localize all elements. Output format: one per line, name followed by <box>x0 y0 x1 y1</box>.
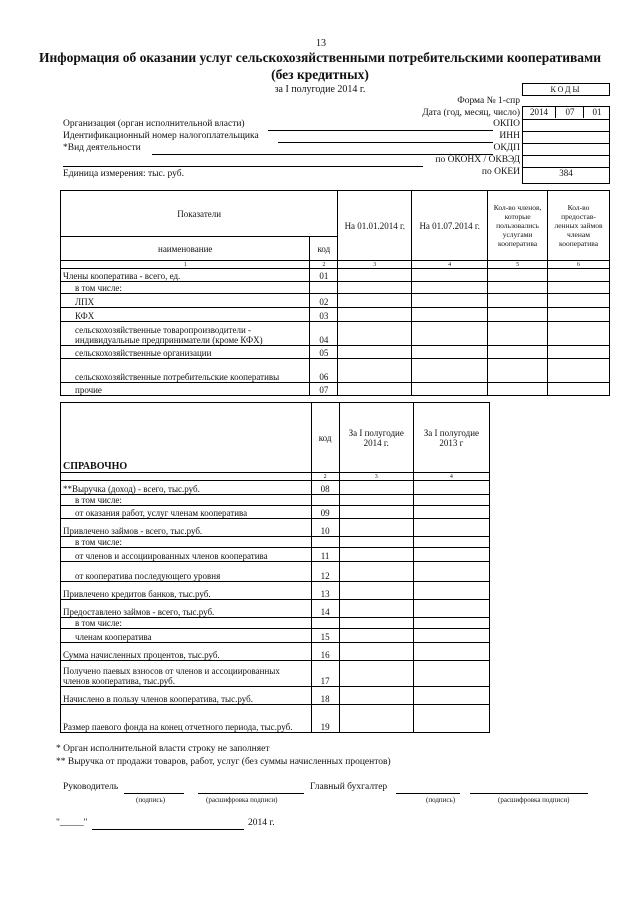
accountant-decrypt-caption: (расшифровка подписи) <box>498 796 570 804</box>
cell[interactable] <box>413 600 489 618</box>
row-name: Члены кооператива - всего, ед. <box>61 269 310 282</box>
row-name: КФХ <box>61 308 310 322</box>
row-name: от членов и ассоциированных членов кооператива <box>61 548 312 562</box>
document-title: Информация об оказании услуг сельскохозяйственными потребительскими кооперативами <box>38 50 602 65</box>
header-col4: На 01.07.2014 г. <box>412 191 488 261</box>
head-sign-caption: (подпись) <box>136 796 166 804</box>
header-col4: За I полугодие 2013 г <box>413 403 489 473</box>
header-col3: На 01.01.2014 г. <box>338 191 412 261</box>
row-code: 18 <box>311 687 339 705</box>
row-code: 07 <box>310 383 338 396</box>
cell[interactable] <box>488 322 548 346</box>
activity-label: *Вид деятельности <box>63 143 141 153</box>
cell[interactable] <box>338 294 412 308</box>
row-name: членам кооператива <box>61 629 312 643</box>
date-prefix: "_____" <box>56 818 88 828</box>
reference-table <box>60 402 490 733</box>
row-code: 04 <box>310 322 338 346</box>
row-name: сельскохозяйственные организации <box>61 346 310 359</box>
head-label: Руководитель <box>63 782 119 792</box>
col-number: 4 <box>413 473 489 481</box>
row-name: сельскохозяйственные потребительские кооперативы <box>61 359 310 383</box>
row-name: Привлечено займов - всего, тыс.руб. <box>61 519 312 537</box>
cell[interactable] <box>412 359 488 383</box>
header-code: код <box>310 237 338 261</box>
table-row <box>61 359 610 383</box>
header-col3: За I полугодие 2014 г. <box>339 403 413 473</box>
row-name: в том числе: <box>61 282 310 294</box>
cell[interactable] <box>338 322 412 346</box>
table-row <box>61 629 490 643</box>
row-code: 16 <box>311 643 339 661</box>
row-code: 12 <box>311 562 339 582</box>
date-line[interactable] <box>92 829 244 830</box>
col-number: 6 <box>548 261 610 269</box>
okonh-label: по ОКОНХ / ОКВЭД <box>435 155 520 165</box>
cell[interactable] <box>339 548 413 562</box>
cell[interactable] <box>488 346 548 359</box>
table-row <box>61 618 490 629</box>
document-subtitle: (без кредитных) <box>271 67 369 82</box>
cell[interactable] <box>339 629 413 643</box>
table-row <box>61 562 490 582</box>
cell[interactable] <box>548 269 610 282</box>
cell[interactable] <box>548 359 610 383</box>
org-label: Организация (орган исполнительной власти) <box>63 119 245 129</box>
row-code: 01 <box>310 269 338 282</box>
table-row <box>61 346 610 359</box>
accountant-label: Главный бухгалтер <box>310 782 388 792</box>
header-col6: Кол-во предостав-ленных займов членам кооператива <box>548 191 610 261</box>
page-number: 13 <box>316 38 326 49</box>
cell[interactable] <box>413 506 489 519</box>
header-code: код <box>311 403 339 473</box>
col-number: 5 <box>488 261 548 269</box>
row-name: в том числе: <box>61 618 312 629</box>
head-signature-line[interactable] <box>124 793 184 794</box>
head-decrypt-caption: (расшифровка подписи) <box>206 796 278 804</box>
table-row <box>61 506 490 519</box>
head-decrypt-line[interactable] <box>198 793 304 794</box>
org-line[interactable] <box>268 130 493 131</box>
header-indicators: Показатели <box>61 191 338 237</box>
table-row <box>61 582 490 600</box>
cell[interactable] <box>488 383 548 396</box>
cell[interactable] <box>338 359 412 383</box>
row-name: ЛПХ <box>61 294 310 308</box>
col-number: 1 <box>61 261 310 269</box>
table-row <box>61 643 490 661</box>
cell[interactable] <box>413 481 489 495</box>
cell[interactable] <box>338 308 412 322</box>
cell[interactable] <box>488 359 548 383</box>
cell[interactable] <box>339 600 413 618</box>
row-code: 19 <box>311 705 339 733</box>
row-code: 13 <box>311 582 339 600</box>
row-name: от оказания работ, услуг членам кооператива <box>61 506 312 519</box>
header-name: наименование <box>61 237 310 261</box>
inn-line[interactable] <box>278 142 493 143</box>
row-code: 17 <box>311 661 339 687</box>
table-row <box>61 687 490 705</box>
cell[interactable] <box>412 308 488 322</box>
cell[interactable] <box>413 629 489 643</box>
cell[interactable] <box>412 383 488 396</box>
cell[interactable] <box>339 687 413 705</box>
activity-line-2[interactable] <box>63 166 423 167</box>
row-code: 03 <box>310 308 338 322</box>
cell[interactable] <box>412 322 488 346</box>
table-row <box>61 383 610 396</box>
cell[interactable] <box>413 519 489 537</box>
cell[interactable] <box>339 643 413 661</box>
okdp-label: ОКДП <box>493 143 520 153</box>
header-col5: Кол-во членов, которые пользовались услугами кооператива <box>488 191 548 261</box>
row-code: 09 <box>311 506 339 519</box>
cell[interactable] <box>339 481 413 495</box>
table-row <box>61 548 490 562</box>
cell[interactable] <box>339 506 413 519</box>
cell[interactable] <box>339 705 413 733</box>
form-label: Форма № 1-спр <box>457 96 520 106</box>
header-reference: СПРАВОЧНО <box>61 403 312 473</box>
date-day: 01 <box>592 107 602 117</box>
accountant-sign-caption: (подпись) <box>426 796 456 804</box>
row-name: прочие <box>61 383 310 396</box>
cell[interactable] <box>413 687 489 705</box>
row-name: Начислено в пользу членов кооператива, тыс.руб. <box>61 687 312 705</box>
members-table <box>60 190 610 396</box>
footnote-1: * Орган исполнительной власти строку не заполняет <box>56 744 270 754</box>
col-number: 3 <box>338 261 412 269</box>
cell[interactable] <box>338 383 412 396</box>
col-number: 4 <box>412 261 488 269</box>
row-code <box>311 537 339 548</box>
accountant-decrypt-line[interactable] <box>470 793 588 794</box>
cell[interactable] <box>412 346 488 359</box>
accountant-signature-line[interactable] <box>396 793 460 794</box>
cell[interactable] <box>339 661 413 687</box>
table-row <box>61 322 610 346</box>
okpo-label: ОКПО <box>493 119 520 129</box>
row-code: 06 <box>310 359 338 383</box>
row-code: 08 <box>311 481 339 495</box>
codes-header: КОДЫ <box>522 83 610 96</box>
cell[interactable] <box>548 322 610 346</box>
cell[interactable] <box>548 383 610 396</box>
date-label: Дата (год, месяц, число) <box>422 108 520 118</box>
col-number: 3 <box>339 473 413 481</box>
row-name: Сумма начисленных процентов, тыс.руб. <box>61 643 312 661</box>
row-code: 10 <box>311 519 339 537</box>
cell[interactable] <box>339 582 413 600</box>
row-code: 15 <box>311 629 339 643</box>
unit-label: Единица измерения: тыс. руб. <box>63 169 184 179</box>
table-row <box>61 519 490 537</box>
col-number: 2 <box>310 261 338 269</box>
row-name: Предоставлено займов - всего, тыс.руб. <box>61 600 312 618</box>
codes-box <box>522 106 610 184</box>
cell[interactable] <box>413 643 489 661</box>
row-code <box>311 618 339 629</box>
cell[interactable] <box>413 548 489 562</box>
row-name: **Выручка (доход) - всего, тыс.руб. <box>61 481 312 495</box>
table-row <box>61 294 610 308</box>
cell[interactable] <box>413 582 489 600</box>
table-row <box>61 537 490 548</box>
row-code <box>310 282 338 294</box>
row-name: сельскохозяйственные товаропроизводители - индивидуальные предприниматели (кроме КФХ) <box>61 322 310 346</box>
date-year: 2014 <box>523 107 556 118</box>
row-name: Получено паевых взносов от членов и ассоциированных членов кооператива, тыс.руб. <box>61 661 312 687</box>
table-row <box>61 661 490 687</box>
cell[interactable] <box>548 308 610 322</box>
date-month: 07 <box>557 107 584 118</box>
row-code <box>311 495 339 506</box>
inn-label-left: Идентификационный номер налогоплательщика <box>63 131 259 141</box>
inn-label: ИНН <box>499 131 520 141</box>
row-code: 05 <box>310 346 338 359</box>
footnote-2: ** Выручка от продажи товаров, работ, услуг (без суммы начисленных процентов) <box>56 757 391 767</box>
table-row <box>61 495 490 506</box>
table-row <box>61 705 490 733</box>
table-row <box>61 282 610 294</box>
cell[interactable] <box>488 308 548 322</box>
row-name: в том числе: <box>61 495 312 506</box>
okei-label: по ОКЕИ <box>481 167 520 177</box>
cell[interactable] <box>412 269 488 282</box>
cell[interactable] <box>413 661 489 687</box>
okei-value: 384 <box>559 168 573 178</box>
cell[interactable] <box>488 269 548 282</box>
date-suffix: 2014 г. <box>248 818 275 828</box>
cell[interactable] <box>412 294 488 308</box>
cell[interactable] <box>339 562 413 582</box>
cell[interactable] <box>413 562 489 582</box>
cell[interactable] <box>338 269 412 282</box>
row-name: Привлечено кредитов банков, тыс.руб. <box>61 582 312 600</box>
col-number: 2 <box>311 473 339 481</box>
row-name: Размер паевого фонда на конец отчетного периода, тыс.руб. <box>61 705 312 733</box>
cell[interactable] <box>488 294 548 308</box>
cell[interactable] <box>338 346 412 359</box>
row-name: от кооператива последующего уровня <box>61 562 312 582</box>
table-row <box>61 269 610 282</box>
row-code: 02 <box>310 294 338 308</box>
table-row <box>61 600 490 618</box>
table-row <box>61 481 490 495</box>
cell[interactable] <box>339 519 413 537</box>
row-name: в том числе: <box>61 537 312 548</box>
cell[interactable] <box>413 705 489 733</box>
cell[interactable] <box>548 346 610 359</box>
table-row <box>61 308 610 322</box>
cell[interactable] <box>548 294 610 308</box>
row-code: 14 <box>311 600 339 618</box>
row-code: 11 <box>311 548 339 562</box>
reporting-period: за I полугодие 2014 г. <box>274 84 366 95</box>
